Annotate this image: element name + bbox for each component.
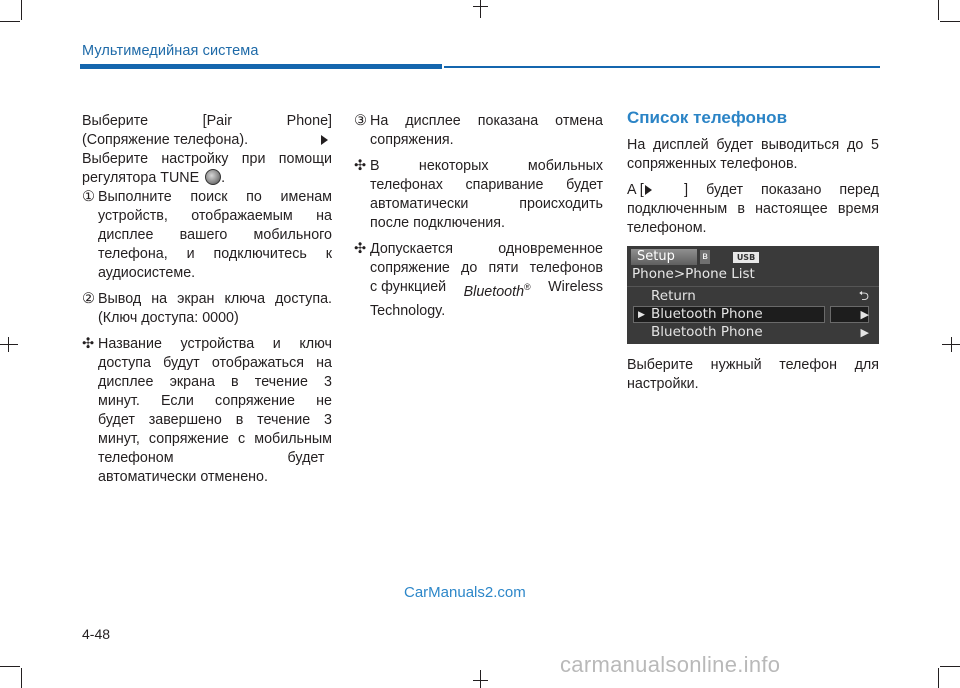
text-fragment: (Сопряжение телефона). bbox=[82, 132, 249, 148]
text-line: аудиосистеме. bbox=[98, 265, 196, 281]
section-title: Список телефонов bbox=[627, 108, 788, 127]
text-line: дисплее вашего мобильного bbox=[98, 227, 332, 243]
text-line: (Ключ доступа: 0000) bbox=[98, 310, 239, 326]
left-column bbox=[82, 112, 332, 487]
text-line: будет завершено в течение 3 bbox=[98, 412, 332, 428]
right-column bbox=[627, 108, 879, 394]
crop-mark bbox=[940, 666, 960, 667]
head-unit-screen bbox=[627, 246, 879, 344]
text-fragment: Wireless bbox=[548, 279, 603, 295]
header-rule bbox=[80, 64, 442, 69]
text-line bbox=[82, 131, 332, 150]
bluetooth-brand: Bluetooth bbox=[463, 283, 525, 300]
text-line: доступа будут отображаться на bbox=[98, 355, 332, 371]
text-line: Выполните поиск по именам bbox=[98, 189, 332, 205]
text-line: настройки. bbox=[627, 376, 699, 392]
text-line: автоматически происходить bbox=[370, 196, 603, 212]
text-line: автоматически отменено. bbox=[98, 469, 268, 485]
text-line: Название устройства и ключ bbox=[98, 336, 332, 352]
text-line: сопряженных телефонов. bbox=[627, 156, 798, 172]
text-fragment: ] будет показано перед bbox=[684, 182, 879, 198]
text-line: дисплее экрана в течение 3 bbox=[98, 374, 332, 390]
watermark-link[interactable]: CarManuals2.com bbox=[404, 584, 526, 601]
text-line: Вывод на экран ключа доступа. bbox=[98, 291, 332, 307]
text-line: сопряжения. bbox=[370, 132, 454, 148]
chevron-right-icon: ▶ bbox=[860, 326, 869, 339]
registered-mark: ® bbox=[524, 282, 531, 292]
note-marker: ✣ bbox=[354, 241, 366, 257]
text-line: Допускается одновременное bbox=[370, 241, 603, 257]
text-fragment bbox=[627, 181, 653, 200]
note-marker: ✣ bbox=[354, 158, 366, 174]
note-1 bbox=[82, 335, 332, 487]
tune-knob-icon bbox=[205, 169, 221, 185]
text-line bbox=[98, 449, 332, 468]
text-line: подключенным в настоящее время bbox=[627, 201, 879, 217]
text-line bbox=[82, 169, 332, 188]
usb-badge: USB bbox=[733, 252, 759, 263]
text-fragment: регулятора TUNE bbox=[82, 170, 200, 186]
text-fragment: телефоном будет bbox=[98, 450, 325, 466]
text-fragment: A [ bbox=[627, 182, 644, 198]
text-line: На дисплее показана отмена bbox=[370, 113, 603, 129]
middle-column bbox=[354, 112, 603, 321]
header-rule-thin bbox=[444, 66, 880, 68]
note-marker: ✣ bbox=[82, 336, 94, 352]
menu-item-label: Bluetooth Phone bbox=[651, 306, 763, 322]
text-line: устройств, отображаемым на bbox=[98, 208, 332, 224]
divider bbox=[627, 286, 879, 287]
registration-mark bbox=[8, 337, 9, 352]
step-2 bbox=[82, 290, 332, 328]
text-fragment bbox=[464, 278, 531, 302]
chevron-right-icon: ▶ bbox=[860, 308, 869, 321]
text-line: телефона, и подключитесь к bbox=[98, 246, 332, 262]
menu-item-label: Bluetooth Phone bbox=[651, 324, 763, 340]
crop-mark bbox=[940, 21, 960, 22]
crop-mark bbox=[938, 0, 939, 20]
note-2 bbox=[354, 157, 603, 233]
crop-mark bbox=[938, 668, 939, 688]
text-line: Выберите нужный телефон для bbox=[627, 357, 879, 373]
registration-mark bbox=[951, 337, 952, 352]
crop-mark bbox=[0, 666, 20, 667]
menu-item-label: Return bbox=[651, 288, 696, 304]
registration-mark bbox=[480, 670, 481, 688]
text-fragment: . bbox=[221, 170, 226, 186]
text-fragment: с функцией bbox=[370, 279, 447, 295]
text-line: телефонах спаривание будет bbox=[370, 177, 603, 193]
page-number: 4-48 bbox=[82, 626, 111, 642]
step-3 bbox=[354, 112, 603, 150]
step-marker: ③ bbox=[354, 113, 367, 129]
text-line: телефоном. bbox=[627, 220, 707, 236]
text-line: На дисплей будет выводиться до 5 bbox=[627, 137, 879, 153]
menu-item-bluetooth-phone-selected[interactable] bbox=[633, 306, 873, 323]
triangle-right-icon bbox=[321, 135, 328, 145]
menu-item-bluetooth-phone[interactable] bbox=[633, 324, 873, 341]
text-line: Technology. bbox=[370, 302, 446, 319]
registration-mark bbox=[0, 344, 18, 345]
text-line: минут, сопряжение с мобильным bbox=[98, 431, 332, 447]
screen-breadcrumb: Phone>Phone List bbox=[632, 266, 755, 282]
step-marker: ② bbox=[82, 291, 95, 307]
note-3 bbox=[354, 240, 603, 321]
site-watermark: carmanualsonline.info bbox=[560, 652, 781, 677]
section-header: Мультимедийная система bbox=[82, 43, 259, 59]
tab-setup[interactable]: Setup bbox=[631, 249, 697, 265]
text-line: сопряжение до пяти телефонов bbox=[370, 260, 603, 276]
text-line: минут. Если сопряжение не bbox=[98, 393, 332, 409]
bluetooth-icon: ʙ bbox=[700, 250, 710, 264]
triangle-right-icon bbox=[645, 185, 652, 195]
text-line: В некоторых мобильных bbox=[370, 158, 603, 174]
step-1 bbox=[82, 188, 332, 283]
registration-mark bbox=[473, 680, 488, 681]
crop-mark bbox=[21, 668, 22, 688]
text-line: Выберите [Pair Phone] bbox=[82, 113, 332, 129]
registration-mark bbox=[473, 6, 488, 7]
crop-mark bbox=[21, 0, 22, 20]
text-line: после подключения. bbox=[370, 215, 505, 231]
step-marker: ① bbox=[82, 189, 95, 205]
crop-mark bbox=[0, 21, 20, 22]
selected-marker-icon: ▶ bbox=[638, 310, 645, 320]
return-icon: ⮌ bbox=[858, 289, 869, 304]
registration-mark bbox=[480, 0, 481, 18]
text-line: Выберите настройку при помощи bbox=[82, 151, 332, 167]
text-line bbox=[370, 278, 603, 302]
menu-item-return[interactable] bbox=[633, 288, 873, 305]
text-line bbox=[627, 181, 879, 200]
